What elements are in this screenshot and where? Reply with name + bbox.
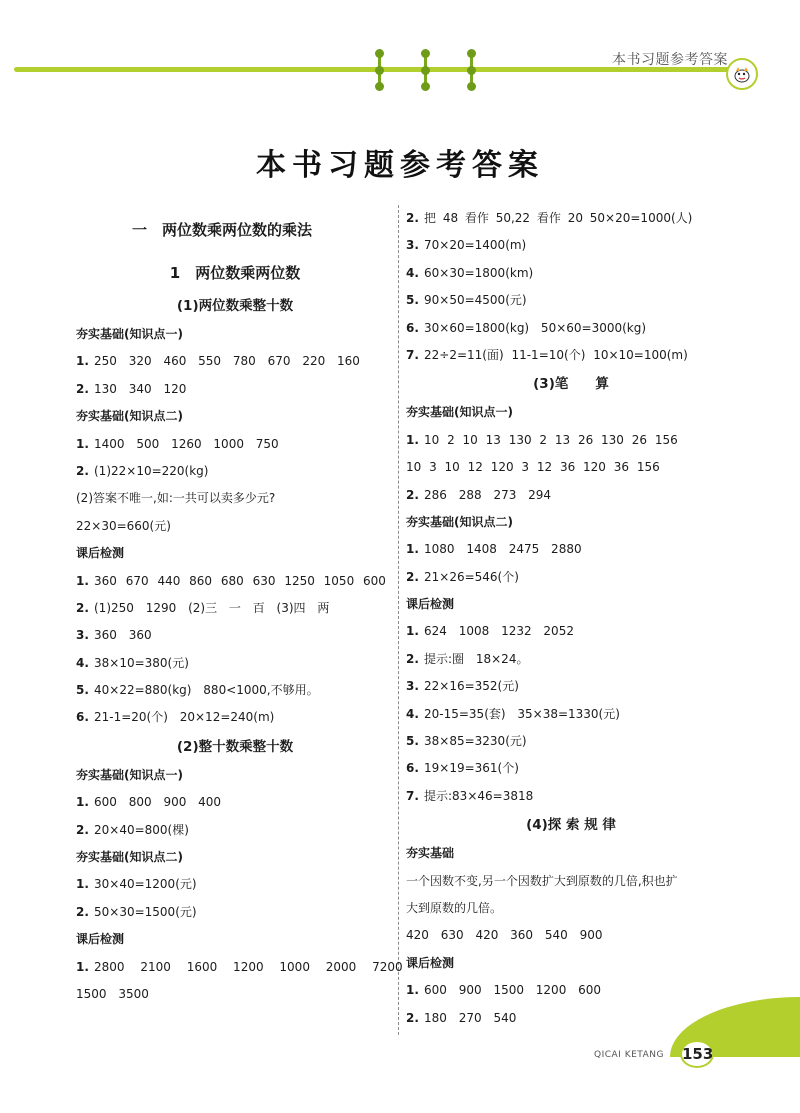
binder-ring-icon (375, 49, 384, 91)
answer-item: 1. 250 320 460 550 780 670 220 160 (76, 354, 360, 369)
unit-heading: 一 两位数乘两位数的乘法 (132, 221, 313, 239)
answer-item: 4. 60×30=1800(km) (406, 265, 534, 280)
answer-item: 2. (1)22×10=220(kg) (76, 463, 209, 478)
answer-continuation: 22×30=660(元) (76, 518, 171, 533)
right-column (406, 205, 736, 1032)
answer-item: 4. 38×10=380(元) (76, 655, 189, 670)
answer-item: 2. 20×40=800(棵) (76, 822, 189, 837)
subsection-label: 课后检测 (76, 546, 125, 561)
page-number: 153 (680, 1040, 714, 1068)
page-title: 本书习题参考答案 (256, 148, 544, 183)
left-column (76, 205, 403, 1008)
subsection-label: 课后检测 (406, 955, 455, 970)
subsection-label: 夯实基础(知识点二) (76, 409, 183, 424)
answer-item: 2. 提示:圈 18×24。 (406, 651, 529, 666)
answer-item: 7. 提示:83×46=3818 (406, 788, 534, 803)
answer-item: 1. 10 2 10 13 130 2 13 26 130 26 156 (406, 432, 678, 447)
subsection-label: 夯实基础 (406, 846, 455, 861)
answer-item: 2. 286 288 273 294 (406, 487, 552, 502)
footer-brand: QICAI KETANG (594, 1050, 664, 1060)
subsection-label: 夯实基础(知识点一) (76, 327, 183, 341)
answer-text: 420 630 420 360 540 900 (406, 928, 603, 943)
answer-item: 3. 22×16=352(元) (406, 679, 519, 694)
answer-item: 1. 2800 2100 1600 1200 1000 2000 7200 (76, 959, 403, 974)
answer-item: 3. 360 360 (76, 628, 152, 643)
subsection-label: 夯实基础(知识点一) (76, 767, 183, 782)
answer-item: 5. 40×22=880(kg) 880<1000,不够用。 (76, 683, 319, 698)
answer-item: 2. 把 48 看作 50,22 看作 20 50×20=1000(人) (406, 211, 693, 225)
answer-text: 一个因数不变,另一个因数扩大到原数的几倍,积也扩 (406, 873, 678, 888)
answer-item: 1. 600 900 1500 1200 600 (406, 983, 602, 998)
answer-item: 1. 30×40=1200(元) (76, 877, 197, 892)
section-heading: (3)笔 算 (533, 376, 609, 393)
section-heading: (1)两位数乘整十数 (176, 298, 294, 314)
answer-continuation: 1500 3500 (76, 986, 149, 1001)
answer-item: 1. 1080 1408 2475 2880 (406, 542, 582, 557)
answer-text: 大到原数的几倍。 (406, 900, 503, 915)
subsection-label: 夯实基础(知识点二) (406, 514, 513, 529)
answer-item: 2. 130 340 120 (76, 381, 187, 396)
answer-item: 2. 21×26=546(个) (406, 569, 519, 584)
answer-item: 2. 180 270 540 (406, 1010, 517, 1025)
answer-item: 5. 90×50=4500(元) (406, 293, 527, 308)
mascot-icon (726, 58, 758, 90)
answer-item: 4. 20-15=35(套) 35×38=1330(元) (406, 706, 620, 721)
answer-item: 7. 22÷2=11(面) 11-1=10(个) 10×10=100(m) (406, 347, 688, 362)
answer-item: 2. (1)250 1290 (2)三 一 百 (3)四 两 (76, 600, 330, 615)
answer-item: 6. 21-1=20(个) 20×12=240(m) (76, 710, 275, 725)
subsection-label: 课后检测 (406, 597, 455, 612)
answer-continuation: 10 3 10 12 120 3 12 36 120 36 156 (406, 460, 660, 475)
answer-item: 6. 30×60=1800(kg) 50×60=3000(kg) (406, 320, 647, 335)
answer-item: 5. 38×85=3230(元) (406, 734, 527, 749)
answer-item: 1. 1400 500 1260 1000 750 (76, 436, 279, 451)
subsection-label: 夯实基础(知识点二) (76, 850, 183, 865)
binder-ring-icon (467, 49, 476, 91)
answer-item: 1. 600 800 900 400 (76, 795, 222, 810)
binder-ring-icon (421, 49, 430, 91)
section-heading: (2)整十数乘整十数 (176, 738, 294, 755)
section-heading: (4)探 索 规 律 (526, 817, 616, 834)
answer-item: 1. 360 670 440 860 680 630 1250 1050 600 (76, 573, 386, 588)
header-label: 本书习题参考答案 (612, 52, 728, 68)
answer-item: 2. 50×30=1500(元) (76, 904, 197, 919)
answer-item: 1. 624 1008 1232 2052 (406, 624, 574, 639)
answer-continuation: (2)答案不唯一,如:一共可以卖多少元? (76, 491, 276, 506)
answer-item: 3. 70×20=1400(m) (406, 238, 527, 253)
column-divider (398, 205, 399, 1035)
lesson-heading: 1 两位数乘两位数 (169, 264, 301, 282)
answer-item: 6. 19×19=361(个) (406, 761, 519, 776)
subsection-label: 课后检测 (76, 932, 125, 947)
subsection-label: 夯实基础(知识点一) (406, 405, 513, 420)
